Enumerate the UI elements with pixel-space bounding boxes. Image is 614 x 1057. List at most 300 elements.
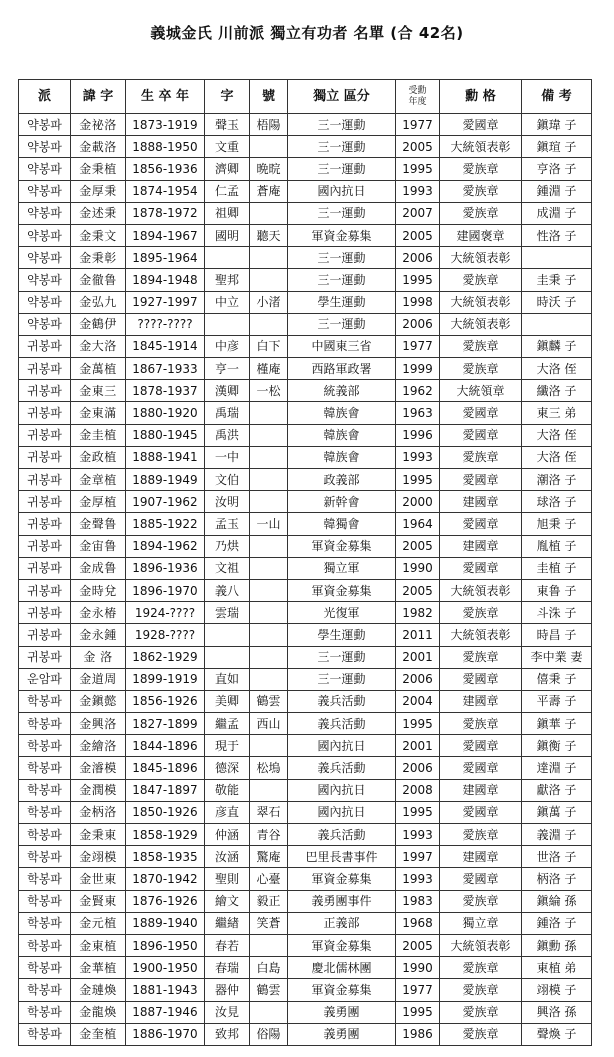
- cell-col-note: 平壽 子: [522, 690, 592, 712]
- cell-col-note: 李中業 妻: [522, 646, 592, 668]
- cell-col-pen-name: 一山: [250, 513, 288, 535]
- header-col-name: 諱 字: [71, 80, 126, 114]
- cell-col-note: 鎭麟 子: [522, 335, 592, 357]
- table-row: [19, 668, 592, 690]
- cell-col-award-year: 2006: [396, 757, 440, 779]
- cell-col-category: 統義部: [288, 380, 396, 402]
- cell-col-years: 1888-1950: [126, 136, 205, 158]
- header-col-note: 備 考: [522, 80, 592, 114]
- cell-col-pen-name: [250, 668, 288, 690]
- cell-col-name: 金璉煥: [71, 979, 126, 1001]
- cell-col-branch: 귀봉파: [19, 624, 71, 646]
- cell-col-branch: 학봉파: [19, 934, 71, 956]
- cell-col-years: 1894-1948: [126, 269, 205, 291]
- cell-col-branch: 귀봉파: [19, 535, 71, 557]
- table-row: [19, 624, 592, 646]
- cell-col-years: 1886-1970: [126, 1023, 205, 1045]
- cell-col-courtesy-name: 彦直: [205, 801, 250, 823]
- cell-col-note: 斗洙 子: [522, 602, 592, 624]
- cell-col-name: 金政植: [71, 446, 126, 468]
- cell-col-pen-name: [250, 424, 288, 446]
- cell-col-award-year: 2005: [396, 535, 440, 557]
- cell-col-name: 金興洛: [71, 713, 126, 735]
- cell-col-branch: 학봉파: [19, 757, 71, 779]
- table-row: [19, 979, 592, 1001]
- cell-col-name: 金秉文: [71, 224, 126, 246]
- cell-col-category: 正義部: [288, 912, 396, 934]
- cell-col-category: 軍資金募集: [288, 579, 396, 601]
- cell-col-category: 三一運動: [288, 114, 396, 136]
- cell-col-award: 愛族章: [440, 646, 522, 668]
- cell-col-years: 1870-1942: [126, 868, 205, 890]
- cell-col-pen-name: 翠石: [250, 801, 288, 823]
- cell-col-note: [522, 313, 592, 335]
- cell-col-courtesy-name: 亨一: [205, 358, 250, 380]
- cell-col-branch: 귀봉파: [19, 646, 71, 668]
- cell-col-note: 鎭勳 孫: [522, 934, 592, 956]
- cell-col-award-year: 1997: [396, 846, 440, 868]
- cell-col-category: 學生運動: [288, 291, 396, 313]
- cell-col-name: 金元植: [71, 912, 126, 934]
- table-row: [19, 757, 592, 779]
- cell-col-award: 愛族章: [440, 202, 522, 224]
- cell-col-award-year: 1963: [396, 402, 440, 424]
- cell-col-years: ????-????: [126, 313, 205, 335]
- cell-col-courtesy-name: [205, 646, 250, 668]
- cell-col-years: 1850-1926: [126, 801, 205, 823]
- cell-col-branch: 학봉파: [19, 690, 71, 712]
- cell-col-courtesy-name: 繼孟: [205, 713, 250, 735]
- cell-col-name: 金厚植: [71, 491, 126, 513]
- cell-col-award: 愛族章: [440, 1023, 522, 1045]
- cell-col-years: 1874-1954: [126, 180, 205, 202]
- cell-col-award-year: 1993: [396, 824, 440, 846]
- cell-col-branch: 학봉파: [19, 912, 71, 934]
- cell-col-name: 金賢東: [71, 890, 126, 912]
- cell-col-name: 金濬模: [71, 757, 126, 779]
- cell-col-branch: 학봉파: [19, 979, 71, 1001]
- cell-col-name: 金鶴伊: [71, 313, 126, 335]
- cell-col-name: 金繪洛: [71, 735, 126, 757]
- cell-col-pen-name: 白下: [250, 335, 288, 357]
- cell-col-note: 柄洛 子: [522, 868, 592, 890]
- cell-col-branch: 귀봉파: [19, 335, 71, 357]
- cell-col-award: 愛國章: [440, 469, 522, 491]
- cell-col-years: 1924-????: [126, 602, 205, 624]
- header-col-branch: 派: [19, 80, 71, 114]
- cell-col-category: 軍資金募集: [288, 535, 396, 557]
- cell-col-note: 鎭綸 孫: [522, 890, 592, 912]
- cell-col-category: 韓族會: [288, 446, 396, 468]
- cell-col-courtesy-name: 義八: [205, 579, 250, 601]
- cell-col-branch: 귀봉파: [19, 602, 71, 624]
- cell-col-award-year: 2005: [396, 579, 440, 601]
- cell-col-award: 愛族章: [440, 602, 522, 624]
- cell-col-branch: 약봉파: [19, 247, 71, 269]
- cell-col-courtesy-name: 器仲: [205, 979, 250, 1001]
- cell-col-courtesy-name: 繼緖: [205, 912, 250, 934]
- cell-col-courtesy-name: 聖則: [205, 868, 250, 890]
- cell-col-award-year: 2004: [396, 690, 440, 712]
- cell-col-name: 金永鍾: [71, 624, 126, 646]
- cell-col-pen-name: [250, 469, 288, 491]
- cell-col-pen-name: 松塢: [250, 757, 288, 779]
- cell-col-name: 金圭植: [71, 424, 126, 446]
- cell-col-courtesy-name: 現于: [205, 735, 250, 757]
- table-row: [19, 1001, 592, 1023]
- cell-col-award-year: 1977: [396, 979, 440, 1001]
- cell-col-courtesy-name: 汝見: [205, 1001, 250, 1023]
- cell-col-name: 金祕洛: [71, 114, 126, 136]
- cell-col-award: 建國章: [440, 535, 522, 557]
- cell-col-pen-name: [250, 579, 288, 601]
- cell-col-award: 建國章: [440, 491, 522, 513]
- table-row: [19, 801, 592, 823]
- cell-col-years: 1880-1945: [126, 424, 205, 446]
- cell-col-pen-name: [250, 402, 288, 424]
- table-row: [19, 180, 592, 202]
- cell-col-note: 鎭衡 子: [522, 735, 592, 757]
- cell-col-award: 愛國章: [440, 668, 522, 690]
- table-row: [19, 934, 592, 956]
- cell-col-courtesy-name: 一中: [205, 446, 250, 468]
- cell-col-name: 金萬植: [71, 358, 126, 380]
- cell-col-branch: 학봉파: [19, 868, 71, 890]
- cell-col-name: 金弘九: [71, 291, 126, 313]
- cell-col-branch: 학봉파: [19, 1023, 71, 1045]
- cell-col-category: 獨立軍: [288, 557, 396, 579]
- table-row: [19, 269, 592, 291]
- cell-col-courtesy-name: 文伯: [205, 469, 250, 491]
- cell-col-award: 愛國章: [440, 757, 522, 779]
- cell-col-category: 三一運動: [288, 202, 396, 224]
- cell-col-category: 三一運動: [288, 646, 396, 668]
- cell-col-branch: 약봉파: [19, 224, 71, 246]
- cell-col-category: 義兵活動: [288, 690, 396, 712]
- cell-col-pen-name: [250, 557, 288, 579]
- cell-col-courtesy-name: 聲玉: [205, 114, 250, 136]
- cell-col-note: 胤植 子: [522, 535, 592, 557]
- cell-col-name: 金龍煥: [71, 1001, 126, 1023]
- cell-col-note: 鍾淵 子: [522, 180, 592, 202]
- cell-col-name: 金徹鲁: [71, 269, 126, 291]
- cell-col-award: 愛族章: [440, 180, 522, 202]
- cell-col-name: 金厚秉: [71, 180, 126, 202]
- table-row: [19, 646, 592, 668]
- cell-col-years: 1862-1929: [126, 646, 205, 668]
- table-row: [19, 735, 592, 757]
- cell-col-courtesy-name: 濟卿: [205, 158, 250, 180]
- table-row: [19, 469, 592, 491]
- cell-col-note: 成淵 子: [522, 202, 592, 224]
- cell-col-award-year: 2006: [396, 247, 440, 269]
- cell-col-years: 1844-1896: [126, 735, 205, 757]
- cell-col-award-year: 1968: [396, 912, 440, 934]
- cell-col-years: 1896-1950: [126, 934, 205, 956]
- cell-col-courtesy-name: 漢卿: [205, 380, 250, 402]
- cell-col-category: 義兵活動: [288, 757, 396, 779]
- cell-col-category: 巴里長書事件: [288, 846, 396, 868]
- cell-col-note: 時昌 子: [522, 624, 592, 646]
- cell-col-award-year: 2008: [396, 779, 440, 801]
- header-col-award: 勳 格: [440, 80, 522, 114]
- cell-col-name: 金東植: [71, 934, 126, 956]
- cell-col-note: 鎭萬 子: [522, 801, 592, 823]
- cell-col-name: 金柄洛: [71, 801, 126, 823]
- cell-col-years: 1827-1899: [126, 713, 205, 735]
- cell-col-award: 大統領表彰: [440, 313, 522, 335]
- cell-col-award: 建國章: [440, 690, 522, 712]
- table-row: [19, 424, 592, 446]
- cell-col-years: 1887-1946: [126, 1001, 205, 1023]
- cell-col-pen-name: [250, 535, 288, 557]
- cell-col-courtesy-name: 直如: [205, 668, 250, 690]
- cell-col-category: 軍資金募集: [288, 934, 396, 956]
- cell-col-years: 1858-1935: [126, 846, 205, 868]
- cell-col-pen-name: [250, 779, 288, 801]
- cell-col-name: 金東三: [71, 380, 126, 402]
- header-col-courtesy-name: 字: [205, 80, 250, 114]
- cell-col-award-year: 1983: [396, 890, 440, 912]
- cell-col-note: 東三 弟: [522, 402, 592, 424]
- cell-col-category: 光復軍: [288, 602, 396, 624]
- table-row: [19, 158, 592, 180]
- cell-col-award-year: 2000: [396, 491, 440, 513]
- table-row: [19, 824, 592, 846]
- cell-col-award: 愛國章: [440, 402, 522, 424]
- cell-col-pen-name: 驚庵: [250, 846, 288, 868]
- cell-col-name: 金奎植: [71, 1023, 126, 1045]
- cell-col-name: 金秉東: [71, 824, 126, 846]
- table-row: [19, 557, 592, 579]
- cell-col-award: 愛國章: [440, 801, 522, 823]
- cell-col-pen-name: [250, 136, 288, 158]
- cell-col-pen-name: 槿庵: [250, 358, 288, 380]
- cell-col-pen-name: 聽天: [250, 224, 288, 246]
- cell-col-award-year: 1995: [396, 158, 440, 180]
- cell-col-years: 1845-1914: [126, 335, 205, 357]
- cell-col-years: 1928-????: [126, 624, 205, 646]
- cell-col-pen-name: [250, 491, 288, 513]
- table-header: [19, 80, 592, 114]
- table-row: [19, 602, 592, 624]
- cell-col-category: 義兵活動: [288, 713, 396, 735]
- cell-col-category: 國內抗日: [288, 801, 396, 823]
- cell-col-category: 軍資金募集: [288, 224, 396, 246]
- cell-col-award: 大統領章: [440, 380, 522, 402]
- cell-col-award-year: 1993: [396, 868, 440, 890]
- cell-col-note: 球洛 子: [522, 491, 592, 513]
- cell-col-name: 金華植: [71, 957, 126, 979]
- cell-col-branch: 귀봉파: [19, 446, 71, 468]
- cell-col-courtesy-name: [205, 624, 250, 646]
- cell-col-courtesy-name: 中彦: [205, 335, 250, 357]
- cell-col-courtesy-name: [205, 247, 250, 269]
- cell-col-years: 1867-1933: [126, 358, 205, 380]
- cell-col-award: 大統領表彰: [440, 291, 522, 313]
- cell-col-years: 1888-1941: [126, 446, 205, 468]
- cell-col-note: [522, 247, 592, 269]
- cell-col-pen-name: 白島: [250, 957, 288, 979]
- cell-col-award-year: 2006: [396, 313, 440, 335]
- cell-col-branch: 약봉파: [19, 269, 71, 291]
- cell-col-years: 1894-1962: [126, 535, 205, 557]
- cell-col-award: 愛族章: [440, 1001, 522, 1023]
- document-title: 義城金氏 川前派 獨立有功者 名單 (合 42名): [150, 24, 464, 42]
- cell-col-years: 1858-1929: [126, 824, 205, 846]
- cell-col-years: 1885-1922: [126, 513, 205, 535]
- cell-col-pen-name: 青谷: [250, 824, 288, 846]
- cell-col-courtesy-name: 中立: [205, 291, 250, 313]
- cell-col-award-year: 1990: [396, 957, 440, 979]
- table-row: [19, 224, 592, 246]
- cell-col-name: 金章植: [71, 469, 126, 491]
- cell-col-branch: 운암파: [19, 668, 71, 690]
- cell-col-category: 三一運動: [288, 668, 396, 690]
- cell-col-pen-name: [250, 269, 288, 291]
- cell-col-pen-name: 心臺: [250, 868, 288, 890]
- cell-col-years: 1856-1926: [126, 690, 205, 712]
- table-row: [19, 868, 592, 890]
- cell-col-name: 金載洛: [71, 136, 126, 158]
- cell-col-courtesy-name: 仁孟: [205, 180, 250, 202]
- table-row: [19, 136, 592, 158]
- cell-col-note: 東植 弟: [522, 957, 592, 979]
- cell-col-courtesy-name: 致邦: [205, 1023, 250, 1045]
- table-row: [19, 446, 592, 468]
- cell-col-note: 聲煥 子: [522, 1023, 592, 1045]
- cell-col-branch: 학봉파: [19, 713, 71, 735]
- cell-col-branch: 약봉파: [19, 313, 71, 335]
- cell-col-award-year: 1995: [396, 713, 440, 735]
- cell-col-name: 金永椿: [71, 602, 126, 624]
- table-row: [19, 247, 592, 269]
- cell-col-name: 金成鲁: [71, 557, 126, 579]
- cell-col-award: 愛國章: [440, 868, 522, 890]
- cell-col-award-year: 2005: [396, 136, 440, 158]
- cell-col-category: 學生運動: [288, 624, 396, 646]
- cell-col-branch: 약봉파: [19, 291, 71, 313]
- cell-col-pen-name: [250, 602, 288, 624]
- cell-col-award: 建國章: [440, 779, 522, 801]
- cell-col-courtesy-name: 春若: [205, 934, 250, 956]
- cell-col-category: 西路軍政署: [288, 358, 396, 380]
- cell-col-pen-name: 梧陽: [250, 114, 288, 136]
- cell-col-award: 愛族章: [440, 824, 522, 846]
- cell-col-courtesy-name: 德深: [205, 757, 250, 779]
- cell-col-note: 鎭華 子: [522, 713, 592, 735]
- cell-col-category: 韓族會: [288, 424, 396, 446]
- cell-col-years: 1878-1937: [126, 380, 205, 402]
- cell-col-courtesy-name: 仲涵: [205, 824, 250, 846]
- cell-col-branch: 약봉파: [19, 180, 71, 202]
- cell-col-pen-name: 鶴雲: [250, 690, 288, 712]
- cell-col-category: 中國東三省: [288, 335, 396, 357]
- cell-col-branch: 귀봉파: [19, 579, 71, 601]
- cell-col-award: 愛國章: [440, 114, 522, 136]
- table-row: [19, 380, 592, 402]
- cell-col-years: 1900-1950: [126, 957, 205, 979]
- cell-col-award: 愛族章: [440, 957, 522, 979]
- cell-col-pen-name: [250, 313, 288, 335]
- cell-col-note: 僖秉 子: [522, 668, 592, 690]
- cell-col-award: 建國褒章: [440, 224, 522, 246]
- table-row: [19, 114, 592, 136]
- cell-col-years: 1880-1920: [126, 402, 205, 424]
- cell-col-category: 三一運動: [288, 136, 396, 158]
- cell-col-courtesy-name: [205, 313, 250, 335]
- cell-col-award: 建國章: [440, 846, 522, 868]
- cell-col-category: 國內抗日: [288, 779, 396, 801]
- cell-col-years: 1899-1919: [126, 668, 205, 690]
- cell-col-award-year: 1993: [396, 180, 440, 202]
- cell-col-award-year: 1995: [396, 469, 440, 491]
- cell-col-courtesy-name: 文祖: [205, 557, 250, 579]
- cell-col-award: 愛族章: [440, 890, 522, 912]
- cell-col-years: 1873-1919: [126, 114, 205, 136]
- cell-col-pen-name: 西山: [250, 713, 288, 735]
- cell-col-branch: 귀봉파: [19, 402, 71, 424]
- cell-col-pen-name: 俗陽: [250, 1023, 288, 1045]
- cell-col-name: 金秉彰: [71, 247, 126, 269]
- cell-col-note: 大洛 侄: [522, 424, 592, 446]
- cell-col-courtesy-name: 祖卿: [205, 202, 250, 224]
- cell-col-note: 性洛 子: [522, 224, 592, 246]
- cell-col-award: 愛族章: [440, 446, 522, 468]
- cell-col-pen-name: [250, 735, 288, 757]
- cell-col-note: 世洛 子: [522, 846, 592, 868]
- cell-col-award-year: 1986: [396, 1023, 440, 1045]
- table-row: [19, 202, 592, 224]
- cell-col-pen-name: 晩晥: [250, 158, 288, 180]
- cell-col-years: 1889-1949: [126, 469, 205, 491]
- cell-col-courtesy-name: 雲瑞: [205, 602, 250, 624]
- cell-col-category: 國內抗日: [288, 180, 396, 202]
- cell-col-award: 愛族章: [440, 335, 522, 357]
- table-row: [19, 513, 592, 535]
- table-row: [19, 890, 592, 912]
- table-row: [19, 291, 592, 313]
- table-row: [19, 1023, 592, 1045]
- cell-col-courtesy-name: 繪文: [205, 890, 250, 912]
- cell-col-name: 金聲鲁: [71, 513, 126, 535]
- table-row: [19, 335, 592, 357]
- cell-col-award-year: 1982: [396, 602, 440, 624]
- cell-col-award: 大統領表彰: [440, 934, 522, 956]
- cell-col-award: 大統領表彰: [440, 136, 522, 158]
- cell-col-category: 三一運動: [288, 269, 396, 291]
- cell-col-category: 三一運動: [288, 313, 396, 335]
- cell-col-award: 大統領表彰: [440, 579, 522, 601]
- cell-col-years: 1896-1936: [126, 557, 205, 579]
- cell-col-branch: 학봉파: [19, 1001, 71, 1023]
- cell-col-category: 義勇團: [288, 1001, 396, 1023]
- cell-col-branch: 학봉파: [19, 801, 71, 823]
- cell-col-pen-name: [250, 624, 288, 646]
- cell-col-note: 獻洛 子: [522, 779, 592, 801]
- cell-col-courtesy-name: 禹瑞: [205, 402, 250, 424]
- cell-col-note: 義淵 子: [522, 824, 592, 846]
- cell-col-name: 金 洛: [71, 646, 126, 668]
- cell-col-note: 東鲁 子: [522, 579, 592, 601]
- table-row: [19, 779, 592, 801]
- cell-col-branch: 학봉파: [19, 890, 71, 912]
- cell-col-award-year: 1962: [396, 380, 440, 402]
- table-row: [19, 713, 592, 735]
- table-row: [19, 690, 592, 712]
- cell-col-branch: 귀봉파: [19, 424, 71, 446]
- cell-col-courtesy-name: 聖邦: [205, 269, 250, 291]
